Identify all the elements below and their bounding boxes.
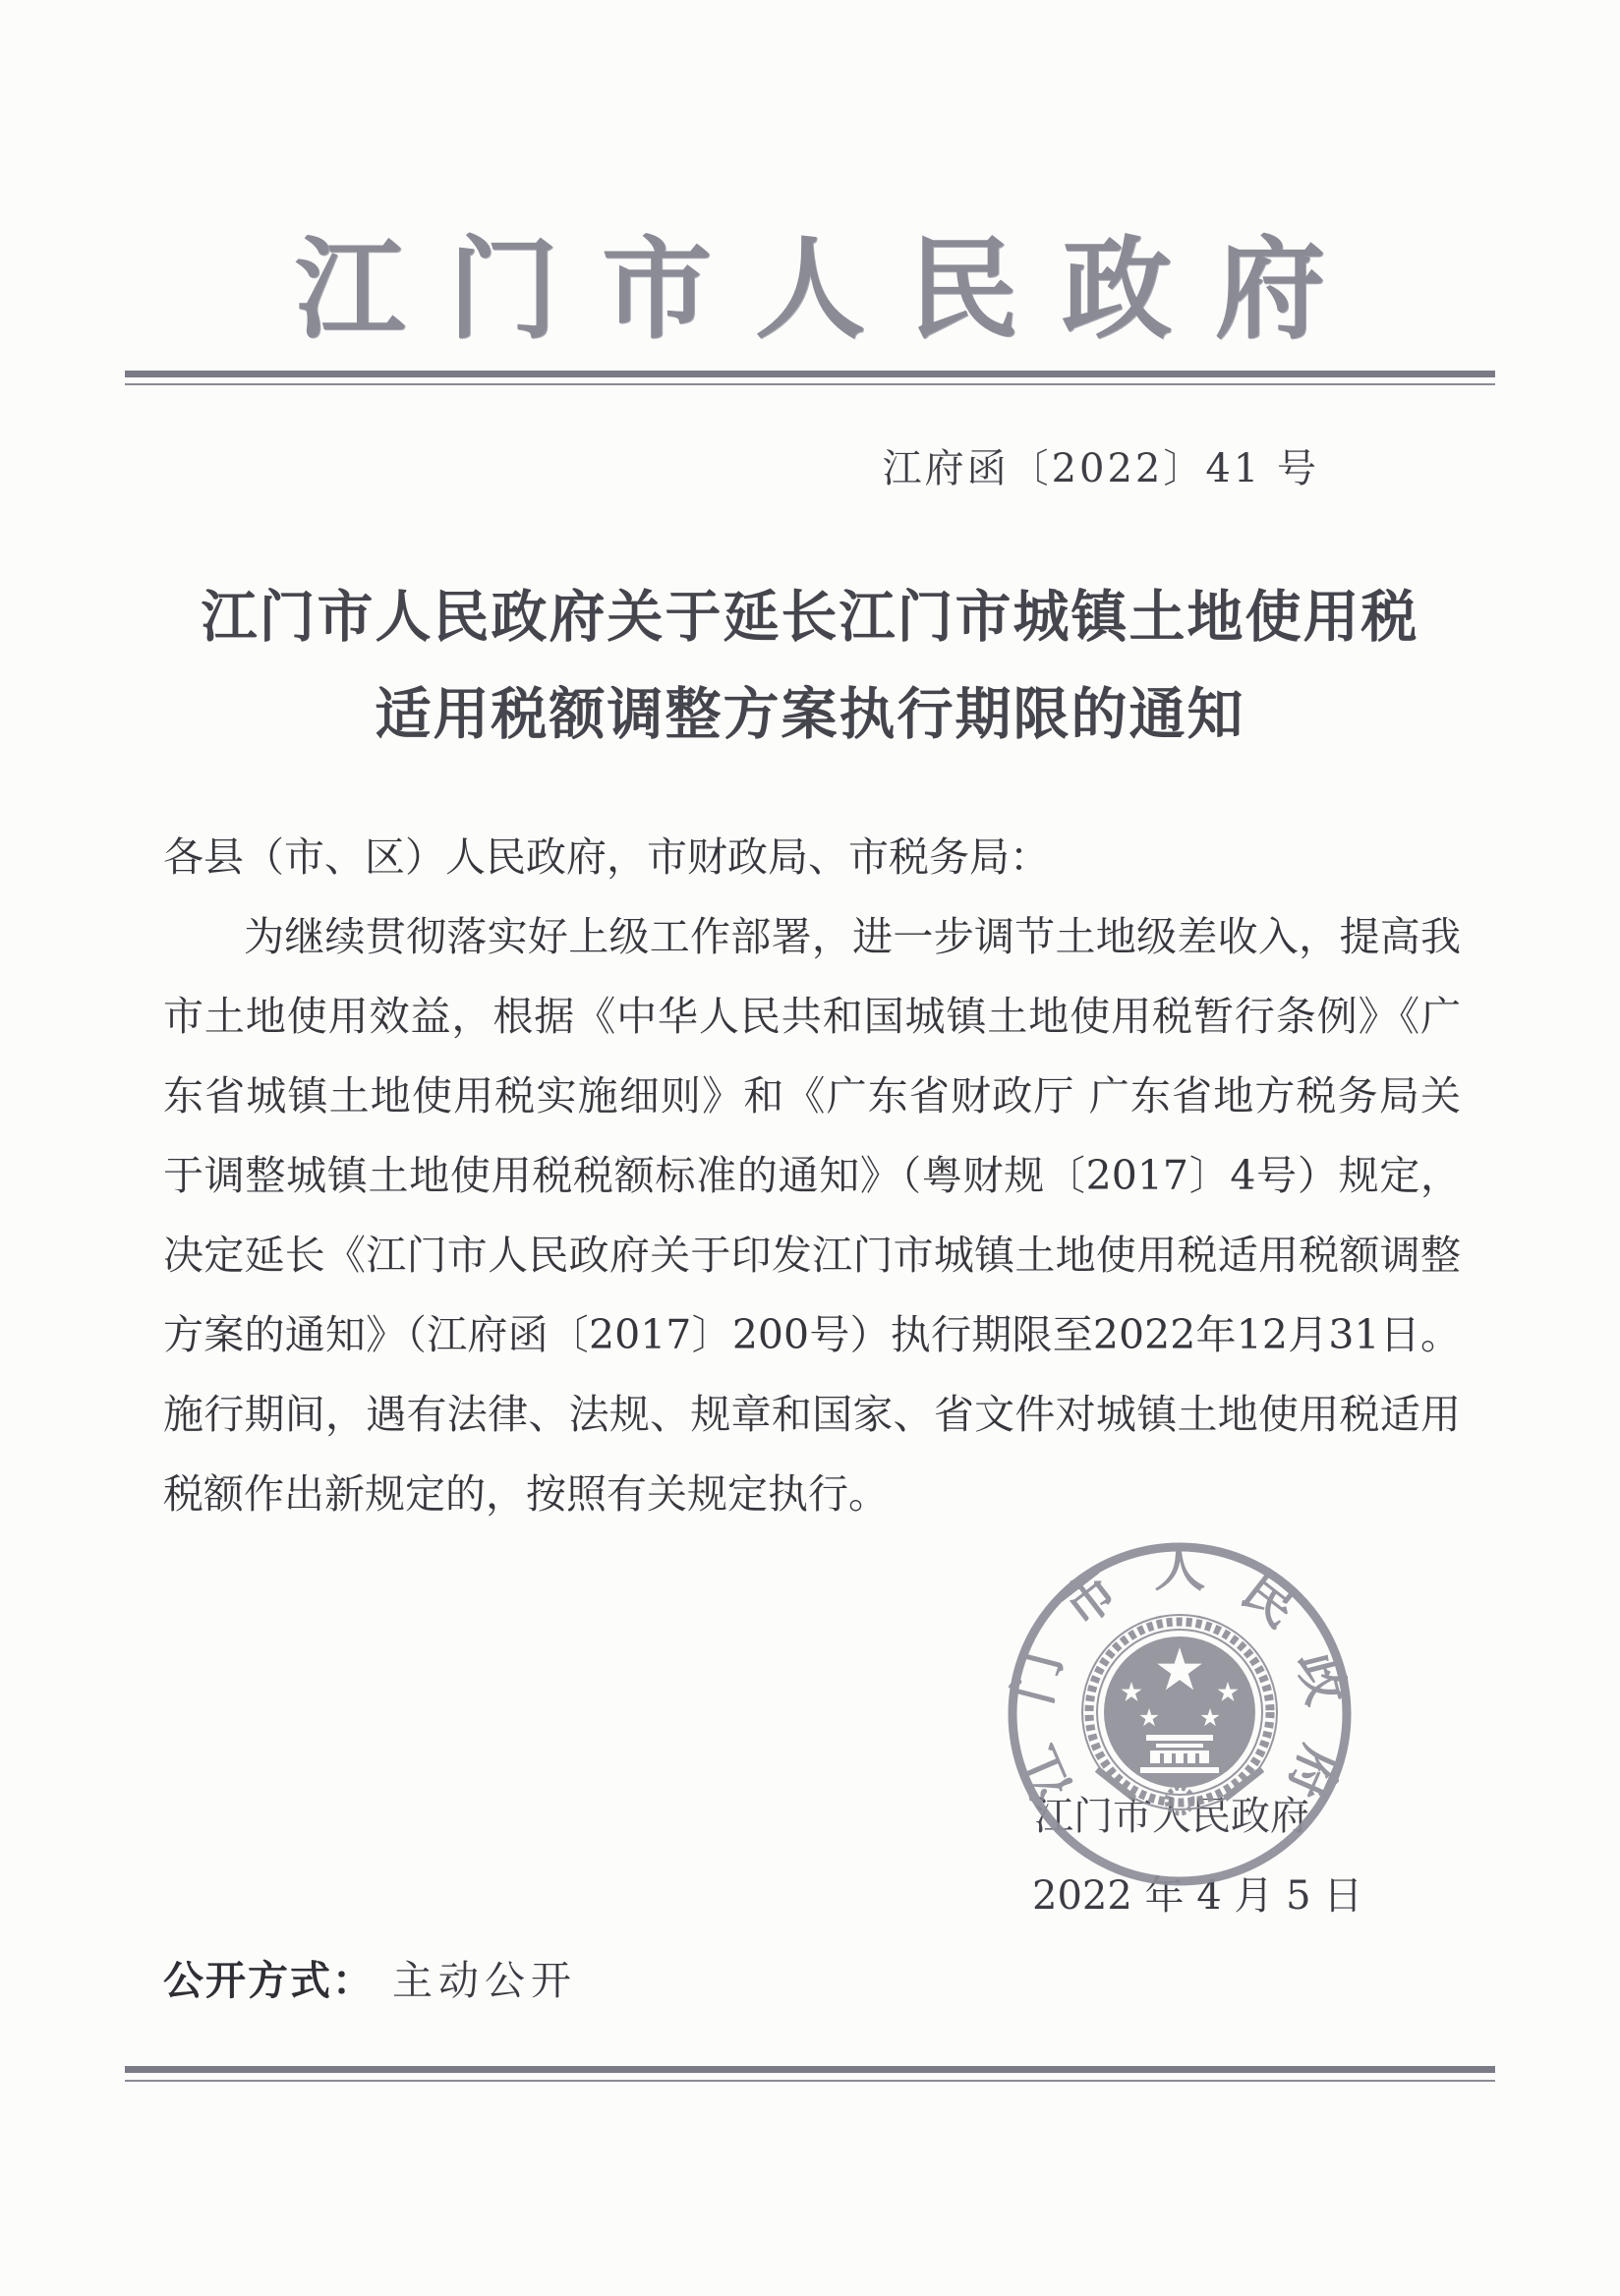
disclosure-value: 主动公开 (392, 1957, 577, 2004)
document-title-line1: 江门市人民政府关于延长江门市城镇土地使用税 (201, 584, 1419, 650)
body-paragraph: 为继续贯彻落实好上级工作部署，进一步调节土地级差收入，提高我市土地使用效益，根据《中华人民共和国城镇土地使用税暂行条例》《广东省城镇土地使用税实施细则》和《广东省财政厅 广东省地方税务局关于调整城镇土地使用税税额标准的通知》（粤财规〔2017〕4号）规定，决定延长《江门市人民政府关于印发江门市城镇土地使用税适用税额调整方案的通知》（江府函〔2017〕200号）执行期限至2022年12月31日。施行期间，遇有法律、法规、规章和国家、省文件对城镇土地使用税适用税额作出新规定的，按照有关规定执行。 (163, 913, 1461, 1518)
salutation: 各县（市、区）人民政府，市财政局、市税务局： (163, 833, 1050, 881)
document-title (0, 568, 1620, 763)
disclosure-line (163, 1948, 577, 2006)
document-body (163, 818, 1461, 1534)
seal-ring-text: 江门市人民政府 (1003, 1538, 1357, 1808)
footer-rule-thick (125, 2066, 1495, 2073)
seal-gate-icon (1140, 1735, 1219, 1773)
issuer-signature: 江门市人民政府 (1034, 1794, 1309, 1839)
disclosure-label: 公开方式： (163, 1957, 375, 2004)
document-number: 江府函〔2022〕41 号 (882, 446, 1319, 491)
document-title-line2: 适用税额调整方案执行期限的通知 (375, 681, 1245, 747)
document-date: 2022 年 4 月 5 日 (1032, 1873, 1363, 1919)
masthead-title: 江门市人民政府 (295, 225, 1368, 354)
footer-rule-thin (125, 2080, 1495, 2082)
masthead-rule-thin (125, 383, 1495, 385)
official-seal-icon (1003, 1537, 1357, 1891)
masthead-rule-thick (125, 371, 1495, 377)
